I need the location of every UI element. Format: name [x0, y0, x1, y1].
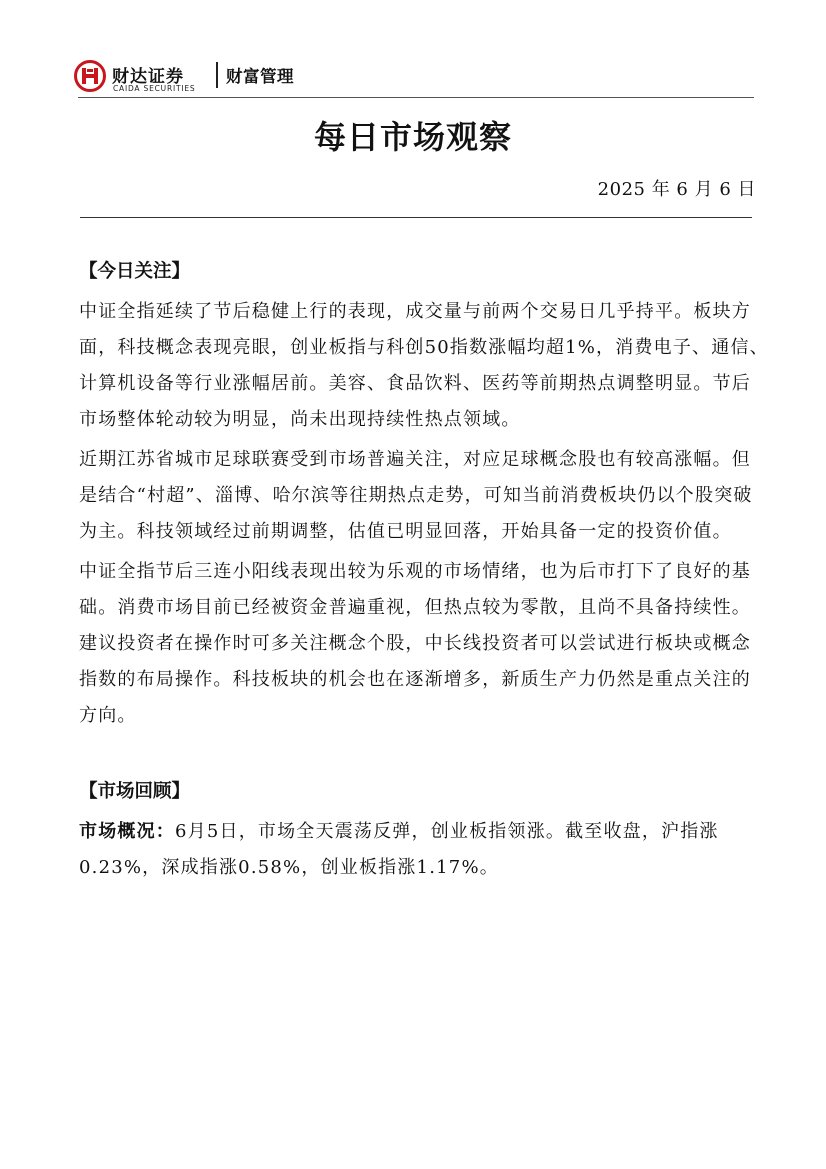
report-date: 2025 年 6 月 6 日	[597, 179, 756, 200]
page-header	[74, 58, 754, 98]
brand-subtitle: 财富管理	[226, 67, 294, 86]
market-overview-paragraph	[79, 814, 769, 886]
caida-logo-icon	[74, 60, 106, 92]
focus-paragraph-2: 近期江苏省城市足球联赛受到市场普遍关注，对应足球概念股也有较高涨幅。但是结合“村超”、淄博、哈尔滨等往期热点走势，可知当前消费板块仍以个股突破为主。科技领域经过前期调整，估值已明显回落，开始具备一定的投资价值。	[79, 449, 753, 542]
page-title: 每日市场观察	[313, 118, 512, 156]
section-heading-market-review: 【市场回顾】	[79, 781, 191, 802]
focus-paragraph-1: 中证全指延续了节后稳健上行的表现，成交量与前两个交易日几乎持平。板块方面，科技概念表现亮眼，创业板指与科创50指数涨幅均超1%，消费电子、通信、计算机设备等行业涨幅居前。美容、食品饮料、医药等前期热点调整明显。节后市场整体轮动较为明显，尚未出现持续性热点领域。	[79, 301, 769, 430]
report-body	[79, 258, 769, 886]
title-rule	[80, 217, 752, 218]
header-rule	[78, 97, 754, 98]
brand-name-en: CAIDA SECURITIES	[113, 84, 196, 93]
brand-divider	[216, 62, 218, 88]
brand-name-cn: 财达证券	[112, 67, 184, 87]
focus-paragraph-3: 中证全指节后三连小阳线表现出较为乐观的市场情绪，也为后市打下了良好的基础。消费市场目前已经被资金普遍重视，但热点较为零散，且尚不具备持续性。建议投资者在操作时可多关注概念个股，中长线投资者可以尝试进行板块或概念指数的布局操作。科技板块的机会也在逐渐增多，新质生产力仍然是重点关注的方向。	[79, 561, 751, 726]
market-overview-label: 市场概况：	[79, 821, 175, 842]
market-overview-text: 6月5日，市场全天震荡反弹，创业板指领涨。截至收盘，沪指涨0.23%，深成指涨0.58%，创业板指涨1.17%。	[79, 821, 719, 878]
section-heading-today-focus: 【今日关注】	[79, 261, 191, 282]
